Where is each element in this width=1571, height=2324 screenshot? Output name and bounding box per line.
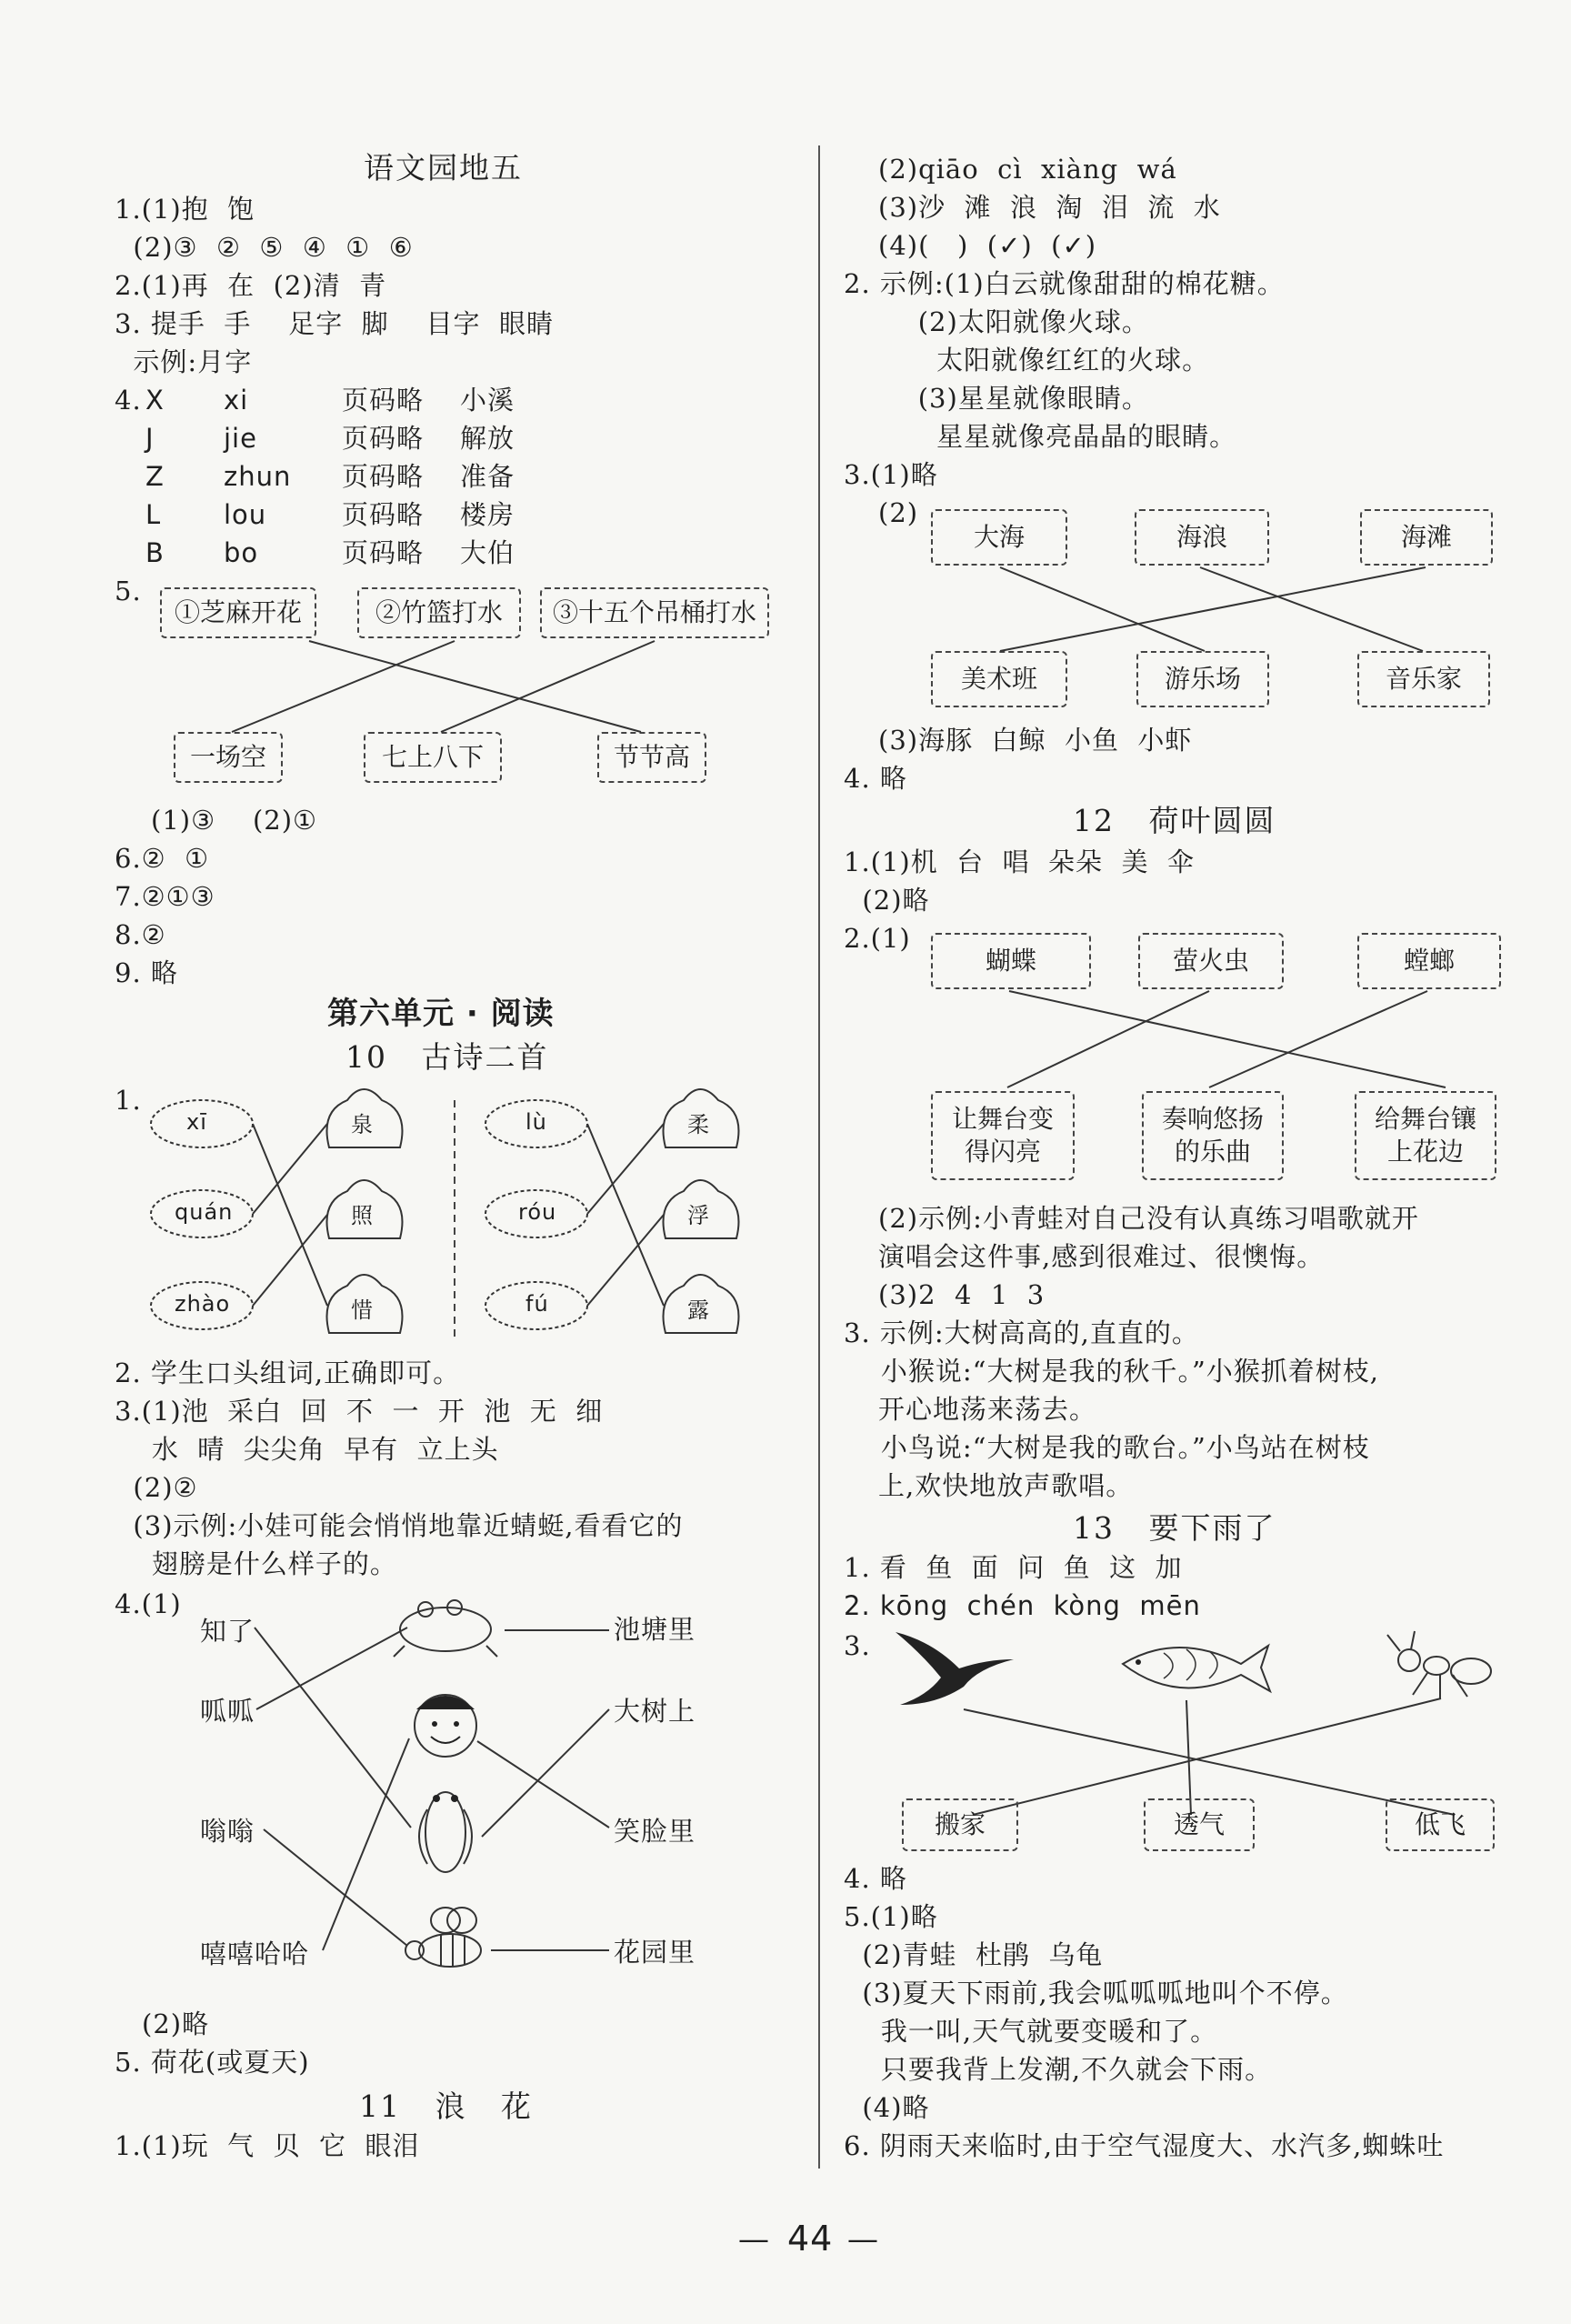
answer-line: 星星就像亮晶晶的眼睛。	[844, 421, 1237, 452]
answer-line: 4. 略	[844, 1863, 907, 1894]
sound-word: 知了	[200, 1616, 255, 1647]
answer-line: (2)示例:小青蛙对自己没有认真练习唱歌就开	[878, 1203, 1419, 1234]
idiom-box-top: ②竹篮打水	[357, 587, 521, 638]
answer-line: 2. kōng chén kòng mēn	[844, 1590, 1201, 1621]
answer-line: 上,欢快地放声歌唱。	[878, 1470, 1134, 1501]
dictionary-cell-py: jie	[224, 423, 257, 454]
word-box-top: 海浪	[1135, 509, 1269, 566]
answer-line: (3)海豚 白鲸 小鱼 小虾	[878, 725, 1193, 756]
dictionary-cell-page: 页码略	[342, 499, 425, 530]
answer-line: 只要我背上发潮,不久就会下雨。	[844, 2054, 1273, 2085]
answer-line: 2. 学生口头组词,正确即可。	[115, 1357, 461, 1388]
dictionary-cell-page: 页码略	[342, 385, 425, 416]
answer-line: 演唱会这件事,感到很难过、很懊悔。	[878, 1241, 1325, 1272]
answer-line: 太阳就像红红的火球。	[844, 345, 1210, 376]
dictionary-cell-word: 大伯	[460, 537, 515, 568]
dictionary-cell-page: 页码略	[342, 423, 425, 454]
idiom-box-top: ③十五个吊桶打水	[540, 587, 769, 638]
answer-line: 4. 略	[844, 763, 907, 794]
question-label: 1.	[115, 1085, 142, 1116]
dictionary-cell-letter: B	[145, 537, 165, 568]
dictionary-cell-page: 页码略	[342, 461, 425, 492]
word-box-bottom: 游乐场	[1136, 651, 1269, 707]
dictionary-cell-py: xi	[224, 385, 249, 416]
answer-line: 8.②	[115, 919, 166, 950]
idiom-box-top: ①芝麻开花	[160, 587, 316, 638]
answer-line: 小猴说:“大树是我的秋千。”小猴抓着树枝,	[844, 1356, 1380, 1387]
dictionary-cell-py: zhun	[224, 461, 292, 492]
word-box-bottom: 音乐家	[1357, 651, 1490, 707]
answer-line: (3)2 4 1 3	[878, 1279, 1046, 1310]
dictionary-cell-word: 准备	[460, 461, 515, 492]
answer-line: (2)	[878, 497, 919, 528]
lesson-title-12: 12 荷叶圆圆	[1073, 803, 1276, 838]
answer-line: (2)青蛙 杜鹃 乌龟	[844, 1939, 1104, 1970]
page-number: 44	[787, 2219, 834, 2259]
dictionary-cell-word: 楼房	[460, 499, 515, 530]
lotus-character: 惜	[351, 1297, 374, 1323]
behavior-box: 低飞	[1386, 1798, 1495, 1851]
pinyin-cloud-label: xī	[186, 1109, 207, 1135]
place-word: 大树上	[614, 1696, 696, 1727]
answer-line: 6. 阴雨天来临时,由于空气湿度大、水汽多,蜘蛛吐	[844, 2130, 1445, 2161]
question-label: 4.	[115, 385, 142, 416]
lotus-character: 照	[351, 1203, 374, 1228]
answer-line: 5. 荷花(或夏天)	[115, 2047, 310, 2078]
question-label: 4.(1)	[115, 1588, 182, 1619]
place-word: 笑脸里	[614, 1816, 696, 1847]
answer-line: (3)夏天下雨前,我会呱呱呱地叫个不停。	[844, 1978, 1348, 2008]
answer-line: (3)示例:小娃可能会悄悄地靠近蜻蜓,看看它的	[115, 1510, 684, 1541]
pinyin-cloud-label: lù	[525, 1109, 547, 1135]
dictionary-cell-word: 解放	[460, 423, 515, 454]
dictionary-cell-letter: J	[145, 423, 155, 454]
answer-line: 1.(1)玩 气 贝 它 眼泪	[115, 2130, 420, 2161]
answer-line: 水 晴 尖尖角 早有 立上头	[115, 1434, 499, 1465]
page-dash-left: —	[738, 2221, 770, 2258]
answer-line: 小鸟说:“大树是我的歌台。”小鸟站在树枝	[844, 1432, 1370, 1463]
dictionary-cell-letter: Z	[145, 461, 165, 492]
answer-line: 我一叫,天气就要变暖和了。	[844, 2016, 1218, 2047]
answer-line: 3. 提手 手 足字 脚 目字 眼睛	[115, 308, 554, 339]
dictionary-cell-letter: L	[145, 499, 162, 530]
place-word: 池塘里	[614, 1614, 696, 1645]
answer-line: (3)星星就像眼睛。	[844, 383, 1149, 414]
section-title-yuwenyuandi5: 语文园地五	[364, 150, 523, 185]
fish-icon	[1123, 1646, 1270, 1691]
insect-box: 螳螂	[1357, 933, 1501, 989]
answer-line: 6.② ①	[115, 843, 210, 874]
idiom-box-bottom: 节节高	[597, 732, 706, 783]
lotus-character: 柔	[687, 1112, 710, 1137]
answer-line: 3.(1)池 采白 回 不 一 开 池 无 细	[115, 1396, 604, 1427]
word-box-top: 海滩	[1360, 509, 1493, 566]
answer-line: 3. 示例:大树高高的,直直的。	[844, 1317, 1199, 1348]
pinyin-cloud-label: fú	[525, 1291, 549, 1317]
lotus-character: 浮	[687, 1203, 710, 1228]
pinyin-cloud-label: quán	[175, 1199, 234, 1225]
page-dash-right: —	[847, 2221, 879, 2258]
idiom-box-bottom: 一场空	[174, 732, 283, 783]
pinyin-cloud-label: róu	[518, 1199, 557, 1225]
answer-line: (3)沙 滩 浪 淘 泪 流 水	[878, 192, 1221, 223]
dictionary-cell-py: bo	[224, 537, 259, 568]
answer-line: 1.(1)机 台 唱 朵朵 美 伞	[844, 846, 1195, 877]
answer-line: 1. 看 鱼 面 问 鱼 这 加	[844, 1552, 1183, 1583]
word-box-top: 大海	[931, 509, 1067, 566]
question-label: 3.	[844, 1630, 871, 1661]
answer-line: 7.②①③	[115, 881, 215, 912]
action-box: 奏响悠扬 的乐曲	[1142, 1091, 1284, 1180]
answer-line: (2)略	[844, 885, 930, 916]
answer-line: (2)③ ② ⑤ ④ ① ⑥	[115, 232, 414, 263]
place-word: 花园里	[614, 1937, 696, 1968]
idiom-box-bottom: 七上八下	[364, 732, 502, 783]
answer-line: 5.(1)略	[844, 1901, 938, 1932]
answer-line: (1)③ (2)①	[151, 805, 318, 836]
answer-line: 翅膀是什么样子的。	[115, 1548, 397, 1579]
lotus-character: 露	[687, 1297, 710, 1323]
answer-line: (4)( ) (✓) (✓)	[878, 230, 1097, 261]
answer-line: 1.(1)抱 饱	[115, 194, 255, 225]
answer-line: (2)qiāo cì xiàng wá	[878, 154, 1177, 185]
question-label: 5.	[115, 576, 142, 606]
answer-line: 示例:月字	[115, 346, 253, 377]
behavior-box: 透气	[1144, 1798, 1255, 1851]
dictionary-cell-py: lou	[224, 499, 267, 530]
answer-line: (2)太阳就像火球。	[844, 306, 1149, 337]
answer-line: 3.(1)略	[844, 459, 938, 490]
pinyin-cloud-label: zhào	[175, 1291, 231, 1317]
dictionary-cell-page: 页码略	[342, 537, 425, 568]
lesson-title-11: 11 浪 花	[359, 2089, 533, 2124]
question-label: 2.(1)	[844, 923, 911, 954]
lotus-character: 泉	[351, 1112, 374, 1137]
answer-line: 开心地荡来荡去。	[878, 1394, 1097, 1425]
sound-word: 呱呱	[200, 1696, 255, 1727]
lesson-title-13: 13 要下雨了	[1073, 1510, 1276, 1546]
dictionary-cell-letter: X	[145, 385, 165, 416]
action-box: 给舞台镶 上花边	[1355, 1091, 1496, 1180]
action-box: 让舞台变 得闪亮	[931, 1091, 1075, 1180]
sound-word: 嘻嘻哈哈	[200, 1938, 310, 1969]
dictionary-cell-word: 小溪	[460, 385, 515, 416]
insect-box: 萤火虫	[1138, 933, 1284, 989]
answer-line: 2.(1)再 在 (2)清 青	[115, 270, 387, 301]
unit-title: 第六单元 · 阅读	[327, 996, 555, 1032]
answer-line: (2)②	[115, 1472, 198, 1503]
insect-box: 蝴蝶	[931, 933, 1091, 989]
swallow-icon	[896, 1632, 1014, 1705]
answer-line: (4)略	[844, 2092, 930, 2123]
lesson-title-10: 10 古诗二首	[345, 1039, 549, 1075]
word-box-bottom: 美术班	[931, 651, 1067, 707]
answer-line: (2)略	[142, 2008, 210, 2039]
answer-line: 2. 示例:(1)白云就像甜甜的棉花糖。	[844, 268, 1285, 299]
sound-word: 嗡嗡	[200, 1816, 255, 1847]
answer-line: 9. 略	[115, 957, 178, 988]
behavior-box: 搬家	[902, 1798, 1018, 1851]
ant-icon	[1387, 1631, 1491, 1698]
